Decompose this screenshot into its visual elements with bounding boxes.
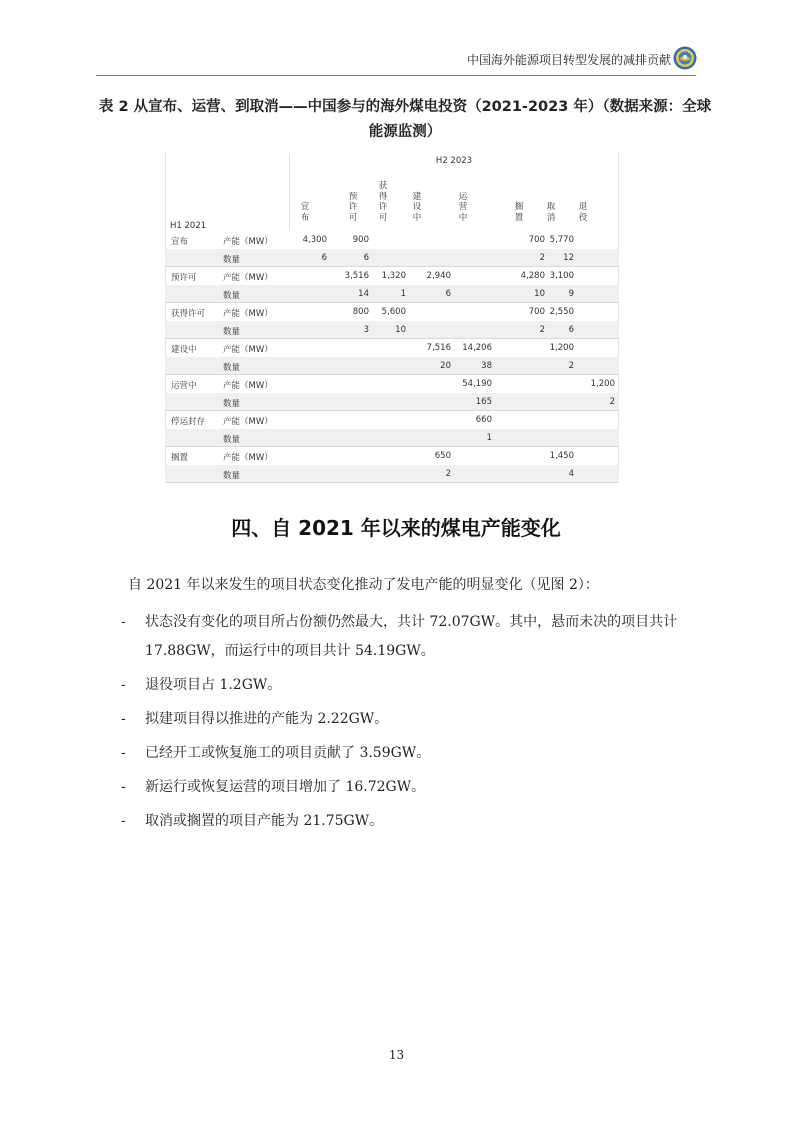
list-item-text: 已经开工或恢复施工的项目贡献了 3.59GW。 <box>145 745 431 761</box>
table-cell: 5,770 <box>549 235 574 245</box>
table-cell: 12 <box>563 253 574 263</box>
column-header: 宣 布 <box>300 202 310 223</box>
row-measure-label: 产能（MW） <box>223 453 273 463</box>
table-cell: 700 <box>528 307 545 317</box>
intro-paragraph: 自 2021 年以来发生的项目状态变化推动了发电产能的明显变化（见图 2）： <box>128 577 599 593</box>
table-cell: 38 <box>481 361 492 371</box>
list-item <box>121 807 701 836</box>
bullet-marker: - <box>121 813 126 829</box>
table-row <box>165 321 619 339</box>
table-row <box>165 249 619 267</box>
section-title: 四、自 2021 年以来的煤电产能变化 <box>231 516 561 540</box>
table-row <box>165 465 619 483</box>
table-cell: 660 <box>475 415 492 425</box>
row-measure-label: 数量 <box>223 255 241 265</box>
table-cell: 2,940 <box>426 271 451 281</box>
list-item-text: 新运行或恢复运营的项目增加了 16.72GW。 <box>145 779 426 795</box>
row-group-label: 停运封存 <box>171 417 206 427</box>
table-cell: 6 <box>363 253 369 263</box>
table-row <box>165 429 619 447</box>
bullet-marker: - <box>121 779 126 795</box>
table-cell: 1,320 <box>381 271 406 281</box>
table-row <box>165 339 619 357</box>
table-cell: 4 <box>568 469 574 479</box>
list-item <box>121 773 701 802</box>
table-cell: 1 <box>400 289 406 299</box>
column-header: 建 设 中 <box>412 191 422 223</box>
h1-2021-label: H1 2021 <box>170 221 207 231</box>
row-measure-label: 产能（MW） <box>223 309 273 319</box>
table-cell: 2 <box>445 469 451 479</box>
table-cell: 2 <box>539 253 545 263</box>
table-cell: 6 <box>445 289 451 299</box>
row-measure-label: 产能（MW） <box>223 381 273 391</box>
header-title: 中国海外能源项目转型发展的减排贡献 <box>466 53 671 67</box>
row-measure-label: 产能（MW） <box>223 237 273 247</box>
table-cell: 20 <box>440 361 451 371</box>
bullet-marker: - <box>121 711 126 727</box>
page-number: 13 <box>388 1048 405 1062</box>
bullet-marker: - <box>121 677 126 693</box>
list-item-text: 取消或搁置的项目产能为 21.75GW。 <box>145 813 384 829</box>
table-row <box>165 447 619 465</box>
table-cell: 800 <box>352 307 369 317</box>
group-divider <box>165 482 619 483</box>
row-measure-label: 数量 <box>223 363 241 373</box>
table-cell: 650 <box>434 451 451 461</box>
row-group-label: 预许可 <box>171 273 197 283</box>
table-cell: 1,450 <box>549 451 574 461</box>
row-measure-label: 产能（MW） <box>223 273 273 283</box>
table-row <box>165 375 619 393</box>
column-header: 搁 置 <box>514 202 524 223</box>
column-header: 退 役 <box>578 202 588 223</box>
list-item-text: 状态没有变化的项目所占份额仍然最大，共计 72.07GW。其中，悬而未决的项目共计 17.88GW，而运行中的项目共计 54.19GW。 <box>145 614 678 659</box>
list-item <box>121 739 701 768</box>
column-header: 取 消 <box>546 202 556 223</box>
table-cell: 2,550 <box>549 307 574 317</box>
table-row <box>165 303 619 321</box>
list-item <box>121 705 701 734</box>
row-measure-label: 数量 <box>223 435 241 445</box>
table-cell: 7,516 <box>426 343 451 353</box>
bullet-list <box>121 608 701 841</box>
table-caption: 表 2 从宣布、运营、到取消——中国参与的海外煤电投资（2021-2023 年）（数据来源：全球能源监测） <box>98 99 712 140</box>
table-row <box>165 231 619 249</box>
column-header: 运 营 中 <box>458 191 468 223</box>
table-row <box>165 411 619 429</box>
bullet-marker: - <box>121 614 126 630</box>
table-cell: 3,516 <box>344 271 369 281</box>
list-item-text: 拟建项目得以推进的产能为 2.22GW。 <box>145 711 389 727</box>
table-cell: 165 <box>475 397 492 407</box>
row-measure-label: 数量 <box>223 399 241 409</box>
table-cell: 2 <box>609 397 615 407</box>
table-cell: 5,600 <box>381 307 406 317</box>
table-cell: 1 <box>486 433 492 443</box>
table-cell: 6 <box>568 325 574 335</box>
table-cell: 3,100 <box>549 271 574 281</box>
row-group-label: 搁置 <box>171 453 189 463</box>
table-cell: 900 <box>352 235 369 245</box>
table-cell: 9 <box>568 289 574 299</box>
row-measure-label: 数量 <box>223 471 241 481</box>
table-cell: 3 <box>363 325 369 335</box>
table-cell: 54,190 <box>462 379 492 389</box>
row-group-label: 建设中 <box>171 345 197 355</box>
table-row <box>165 393 619 411</box>
row-group-label: 宣布 <box>171 237 189 247</box>
row-group-label: 运营中 <box>171 381 197 391</box>
row-measure-label: 产能（MW） <box>223 345 273 355</box>
table-cell: 14 <box>358 289 369 299</box>
bullet-marker: - <box>121 745 126 761</box>
table-cell: 1,200 <box>590 379 615 389</box>
table-cell: 2 <box>539 325 545 335</box>
table-row <box>165 357 619 375</box>
table-row <box>165 267 619 285</box>
row-measure-label: 数量 <box>223 327 241 337</box>
list-item <box>121 608 701 666</box>
table-cell: 2 <box>568 361 574 371</box>
column-header: 预 许 可 <box>348 191 358 223</box>
list-item-text: 退役项目占 1.2GW。 <box>145 677 282 693</box>
table-cell: 4,300 <box>302 235 327 245</box>
table-cell: 6 <box>321 253 327 263</box>
h2-2023-label: H2 2023 <box>435 156 473 166</box>
list-item <box>121 671 701 700</box>
coal-power-status-table <box>165 153 619 482</box>
table-cell: 14,206 <box>462 343 492 353</box>
emblem-icon <box>673 46 697 70</box>
row-measure-label: 产能（MW） <box>223 417 273 427</box>
table-cell: 10 <box>534 289 545 299</box>
table-cell: 700 <box>528 235 545 245</box>
column-header: 获 得 许 可 <box>378 181 388 223</box>
row-group-label: 获得许可 <box>171 309 206 319</box>
table-row <box>165 285 619 303</box>
header-rule <box>96 75 696 76</box>
table-cell: 10 <box>395 325 406 335</box>
row-measure-label: 数量 <box>223 291 241 301</box>
table-cell: 1,200 <box>549 343 574 353</box>
table-cell: 4,280 <box>520 271 545 281</box>
